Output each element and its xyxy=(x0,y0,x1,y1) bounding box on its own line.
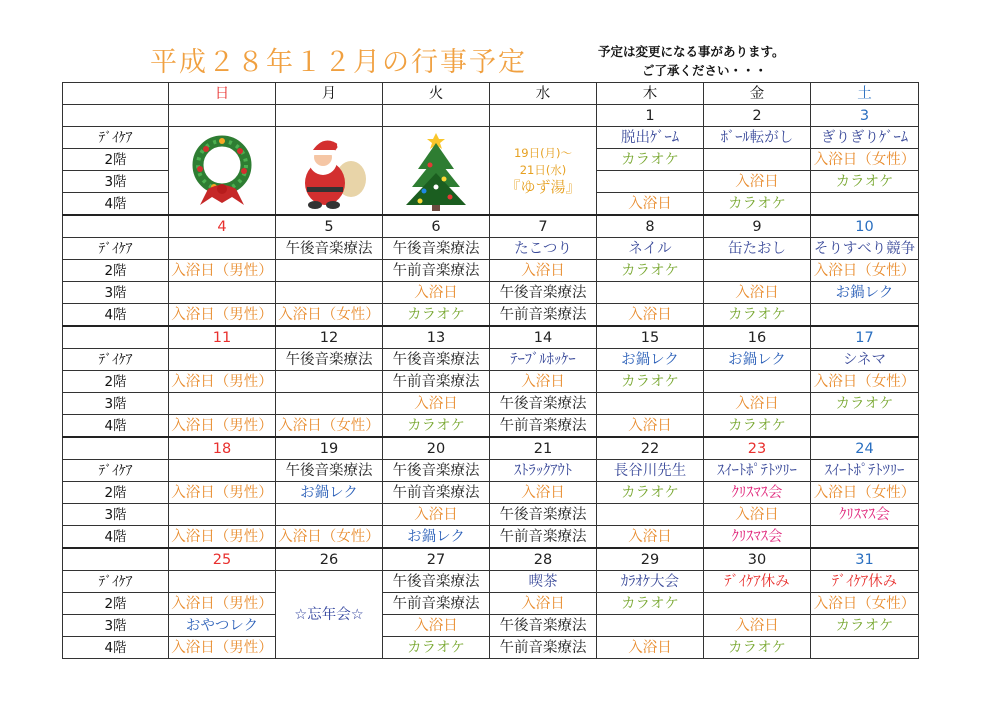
event-cell: 入浴日 xyxy=(383,615,490,637)
row-label: 3階 xyxy=(63,282,169,304)
event-cell: カラオケ xyxy=(383,304,490,327)
week4-floor2-row xyxy=(63,482,919,504)
event-cell: ｽｲｰﾄﾎﾟﾃﾄﾂﾘｰ xyxy=(811,460,919,482)
date-cell: 3 xyxy=(811,105,919,127)
event-cell: カラオケ xyxy=(811,393,919,415)
yuzu-line-1: 19日(月)～ xyxy=(513,146,573,160)
date-cell xyxy=(383,105,490,127)
event-cell: 入浴日（女性） xyxy=(276,415,383,438)
event-cell: 入浴日 xyxy=(490,260,597,282)
event-cell xyxy=(704,260,811,282)
weekday-header-row xyxy=(63,83,919,105)
date-cell: 6 xyxy=(383,215,490,238)
row-label: 2階 xyxy=(63,371,169,393)
note-line-2: ご了承ください・・・ xyxy=(642,63,768,78)
event-cell xyxy=(811,526,919,549)
event-cell: カラオケ xyxy=(704,637,811,659)
event-cell: カラオケ xyxy=(704,304,811,327)
event-cell xyxy=(811,415,919,438)
date-cell: 26 xyxy=(276,548,383,571)
event-cell: ﾎﾞｰﾙ転がし xyxy=(704,127,811,149)
event-cell: 入浴日（女性） xyxy=(276,304,383,327)
christmas-tree-icon xyxy=(392,129,480,213)
event-cell: ｸﾘｽﾏｽ会 xyxy=(704,526,811,549)
event-cell xyxy=(169,460,276,482)
week2-floor3-row xyxy=(63,282,919,304)
yuzu-line-3: 『ゆず湯』 xyxy=(505,178,581,196)
week5-date-row xyxy=(63,548,919,571)
calendar-table xyxy=(62,82,919,659)
date-cell: 18 xyxy=(169,437,276,460)
row-label: 2階 xyxy=(63,260,169,282)
event-cell: 午後音楽療法 xyxy=(383,349,490,371)
weekday-fri: 金 xyxy=(704,83,811,105)
date-cell: 22 xyxy=(597,437,704,460)
row-label: 2階 xyxy=(63,593,169,615)
week2-floor4-row xyxy=(63,304,919,327)
date-cell xyxy=(169,105,276,127)
event-cell: 喫茶 xyxy=(490,571,597,593)
date-cell: 11 xyxy=(169,326,276,349)
weekday-sun: 日 xyxy=(169,83,276,105)
week2-daycare-row xyxy=(63,238,919,260)
event-cell xyxy=(597,504,704,526)
event-cell: 午前音楽療法 xyxy=(490,304,597,327)
event-cell xyxy=(597,282,704,304)
date-cell: 9 xyxy=(704,215,811,238)
date-cell: 7 xyxy=(490,215,597,238)
event-cell: ｽﾄﾗｯｸｱｳﾄ xyxy=(490,460,597,482)
week1-date-row xyxy=(63,105,919,127)
event-cell: ｸﾘｽﾏｽ会 xyxy=(811,504,919,526)
row-label: 3階 xyxy=(63,504,169,526)
event-cell: カラオケ xyxy=(811,615,919,637)
week2-floor2-row xyxy=(63,260,919,282)
date-cell: 15 xyxy=(597,326,704,349)
row-label: 4階 xyxy=(63,193,169,216)
event-cell xyxy=(276,504,383,526)
event-cell: 入浴日（男性） xyxy=(169,482,276,504)
event-cell xyxy=(169,349,276,371)
date-cell: 24 xyxy=(811,437,919,460)
week3-date-row xyxy=(63,326,919,349)
event-cell: 入浴日 xyxy=(597,415,704,438)
event-cell: 入浴日（女性） xyxy=(276,526,383,549)
event-cell: そりすべり競争 xyxy=(811,238,919,260)
event-cell: たこつり xyxy=(490,238,597,260)
santa-icon xyxy=(285,131,373,211)
event-cell: 午前音楽療法 xyxy=(383,260,490,282)
event-cell: おやつレク xyxy=(169,615,276,637)
event-cell: 入浴日（男性） xyxy=(169,526,276,549)
week5-floor2-row xyxy=(63,593,919,615)
event-cell xyxy=(704,149,811,171)
event-cell xyxy=(811,193,919,216)
event-cell: ﾃﾞｲｹｱ休み xyxy=(704,571,811,593)
event-cell: 午後音楽療法 xyxy=(383,238,490,260)
week4-date-row xyxy=(63,437,919,460)
date-cell: 12 xyxy=(276,326,383,349)
event-cell: 入浴日 xyxy=(490,593,597,615)
event-cell: 入浴日（女性） xyxy=(811,149,919,171)
row-label: ﾃﾞｲｹｱ xyxy=(63,460,169,482)
row-label: 4階 xyxy=(63,637,169,659)
event-cell: カラオケ xyxy=(704,415,811,438)
date-cell: 2 xyxy=(704,105,811,127)
date-cell: 31 xyxy=(811,548,919,571)
event-cell xyxy=(276,260,383,282)
date-cell xyxy=(490,105,597,127)
row-label: 2階 xyxy=(63,149,169,171)
event-cell: 入浴日 xyxy=(383,393,490,415)
event-cell: 入浴日（女性） xyxy=(811,482,919,504)
row-label: 4階 xyxy=(63,526,169,549)
santa-cell xyxy=(276,127,383,216)
event-cell: 午後音楽療法 xyxy=(490,504,597,526)
event-cell xyxy=(276,282,383,304)
date-cell: 27 xyxy=(383,548,490,571)
event-cell: 入浴日 xyxy=(490,482,597,504)
event-cell: 入浴日 xyxy=(597,526,704,549)
event-cell xyxy=(597,171,704,193)
event-cell xyxy=(811,637,919,659)
event-cell: カラオケ xyxy=(597,149,704,171)
event-cell: 午後音楽療法 xyxy=(383,571,490,593)
weekday-thu: 木 xyxy=(597,83,704,105)
event-cell: ｽｲｰﾄﾎﾟﾃﾄﾂﾘｰ xyxy=(704,460,811,482)
event-cell: カラオケ xyxy=(704,193,811,216)
event-cell: 午前音楽療法 xyxy=(490,415,597,438)
event-cell: 午前音楽療法 xyxy=(383,482,490,504)
event-cell: カラオケ xyxy=(597,260,704,282)
event-cell: 午後音楽療法 xyxy=(276,460,383,482)
week5-floor3-row xyxy=(63,615,919,637)
weekday-sat: 土 xyxy=(811,83,919,105)
week3-floor4-row xyxy=(63,415,919,438)
event-cell: 缶たおし xyxy=(704,238,811,260)
week3-floor3-row xyxy=(63,393,919,415)
date-cell: 13 xyxy=(383,326,490,349)
row-label: ﾃﾞｲｹｱ xyxy=(63,349,169,371)
event-cell: ｶﾗｵｹ大会 xyxy=(597,571,704,593)
yuzu-line-2: 21日(水) xyxy=(519,163,567,177)
note-line-1: 予定は変更になる事があります。 xyxy=(598,44,785,59)
wreath-icon xyxy=(178,131,266,211)
event-cell: 脱出ｹﾞｰﾑ xyxy=(597,127,704,149)
date-cell: 29 xyxy=(597,548,704,571)
event-cell xyxy=(704,593,811,615)
date-cell: 1 xyxy=(597,105,704,127)
date-cell: 4 xyxy=(169,215,276,238)
event-cell xyxy=(597,393,704,415)
date-cell: 30 xyxy=(704,548,811,571)
row-label: 4階 xyxy=(63,304,169,327)
event-cell: 入浴日 xyxy=(597,304,704,327)
week4-daycare-row xyxy=(63,460,919,482)
event-cell: ネイル xyxy=(597,238,704,260)
event-cell: 入浴日（女性） xyxy=(811,593,919,615)
date-cell: 14 xyxy=(490,326,597,349)
event-cell: ﾃｰﾌﾞﾙﾎｯｹｰ xyxy=(490,349,597,371)
event-cell: ぎりぎりｹﾞｰﾑ xyxy=(811,127,919,149)
event-cell xyxy=(704,371,811,393)
event-cell: 午前音楽療法 xyxy=(383,371,490,393)
event-cell: 入浴日 xyxy=(704,282,811,304)
event-cell: 入浴日 xyxy=(383,282,490,304)
event-cell: 入浴日 xyxy=(704,171,811,193)
event-cell: 午前音楽療法 xyxy=(490,526,597,549)
weekday-tue: 火 xyxy=(383,83,490,105)
event-cell: お鍋レク xyxy=(383,526,490,549)
schedule-change-note xyxy=(598,42,785,80)
event-cell: カラオケ xyxy=(597,593,704,615)
event-cell xyxy=(276,371,383,393)
date-cell: 19 xyxy=(276,437,383,460)
row-label: ﾃﾞｲｹｱ xyxy=(63,238,169,260)
event-cell: 午後音楽療法 xyxy=(383,460,490,482)
event-cell: 入浴日 xyxy=(704,615,811,637)
event-cell: 入浴日（男性） xyxy=(169,593,276,615)
event-cell: 午前音楽療法 xyxy=(383,593,490,615)
bonenkai-cell: ☆忘年会☆ xyxy=(276,571,383,659)
row-label: 3階 xyxy=(63,171,169,193)
yuzu-bath-cell xyxy=(490,127,597,216)
tree-cell xyxy=(383,127,490,216)
event-cell: お鍋レク xyxy=(276,482,383,504)
event-cell xyxy=(597,615,704,637)
event-cell: 長谷川先生 xyxy=(597,460,704,482)
event-cell xyxy=(169,238,276,260)
date-cell xyxy=(276,105,383,127)
event-cell: お鍋レク xyxy=(704,349,811,371)
event-cell: 午後音楽療法 xyxy=(490,282,597,304)
event-cell xyxy=(811,304,919,327)
event-cell: 午後音楽療法 xyxy=(276,349,383,371)
wreath-cell xyxy=(169,127,276,216)
event-cell: 午前音楽療法 xyxy=(490,637,597,659)
event-cell: 入浴日 xyxy=(597,193,704,216)
event-cell: 入浴日 xyxy=(383,504,490,526)
event-cell xyxy=(169,282,276,304)
date-cell: 20 xyxy=(383,437,490,460)
row-label: 4階 xyxy=(63,415,169,438)
event-cell: 入浴日（男性） xyxy=(169,415,276,438)
event-cell: カラオケ xyxy=(383,415,490,438)
event-cell: 入浴日（男性） xyxy=(169,304,276,327)
row-label: 3階 xyxy=(63,615,169,637)
event-cell: ｸﾘｽﾏｽ会 xyxy=(704,482,811,504)
event-cell: ﾃﾞｲｹｱ休み xyxy=(811,571,919,593)
event-cell: 入浴日（女性） xyxy=(811,260,919,282)
event-cell xyxy=(169,393,276,415)
event-cell: 入浴日 xyxy=(597,637,704,659)
date-cell: 17 xyxy=(811,326,919,349)
row-label: 3階 xyxy=(63,393,169,415)
event-cell: 入浴日 xyxy=(704,393,811,415)
row-label: ﾃﾞｲｹｱ xyxy=(63,571,169,593)
event-cell: 入浴日 xyxy=(704,504,811,526)
event-cell xyxy=(169,504,276,526)
event-cell: カラオケ xyxy=(597,371,704,393)
week3-floor2-row xyxy=(63,371,919,393)
event-cell: 入浴日（男性） xyxy=(169,371,276,393)
event-cell: 入浴日 xyxy=(490,371,597,393)
corner-cell xyxy=(63,83,169,105)
date-cell: 16 xyxy=(704,326,811,349)
event-cell: お鍋レク xyxy=(811,282,919,304)
week3-daycare-row xyxy=(63,349,919,371)
row-label: 2階 xyxy=(63,482,169,504)
event-cell: 入浴日（女性） xyxy=(811,371,919,393)
row-label: ﾃﾞｲｹｱ xyxy=(63,127,169,149)
event-cell: シネマ xyxy=(811,349,919,371)
event-cell xyxy=(276,393,383,415)
week4-floor3-row xyxy=(63,504,919,526)
event-cell xyxy=(169,571,276,593)
date-cell: 23 xyxy=(704,437,811,460)
date-cell: 25 xyxy=(169,548,276,571)
page-title: 平成２８年１２月の行事予定 xyxy=(150,47,527,78)
date-cell: 10 xyxy=(811,215,919,238)
event-cell: 入浴日（男性） xyxy=(169,260,276,282)
date-cell: 5 xyxy=(276,215,383,238)
week5-daycare-row xyxy=(63,571,919,593)
week1-daycare-row xyxy=(63,127,919,149)
event-cell: お鍋レク xyxy=(597,349,704,371)
week4-floor4-row xyxy=(63,526,919,549)
event-cell: 午後音楽療法 xyxy=(490,615,597,637)
event-cell: 午後音楽療法 xyxy=(490,393,597,415)
weekday-wed: 水 xyxy=(490,83,597,105)
week5-floor4-row xyxy=(63,637,919,659)
date-cell: 28 xyxy=(490,548,597,571)
event-cell: カラオケ xyxy=(811,171,919,193)
event-cell: カラオケ xyxy=(597,482,704,504)
week2-date-row xyxy=(63,215,919,238)
date-cell: 21 xyxy=(490,437,597,460)
event-cell: カラオケ xyxy=(383,637,490,659)
event-cell: 午後音楽療法 xyxy=(276,238,383,260)
event-cell: 入浴日（男性） xyxy=(169,637,276,659)
date-cell: 8 xyxy=(597,215,704,238)
weekday-mon: 月 xyxy=(276,83,383,105)
